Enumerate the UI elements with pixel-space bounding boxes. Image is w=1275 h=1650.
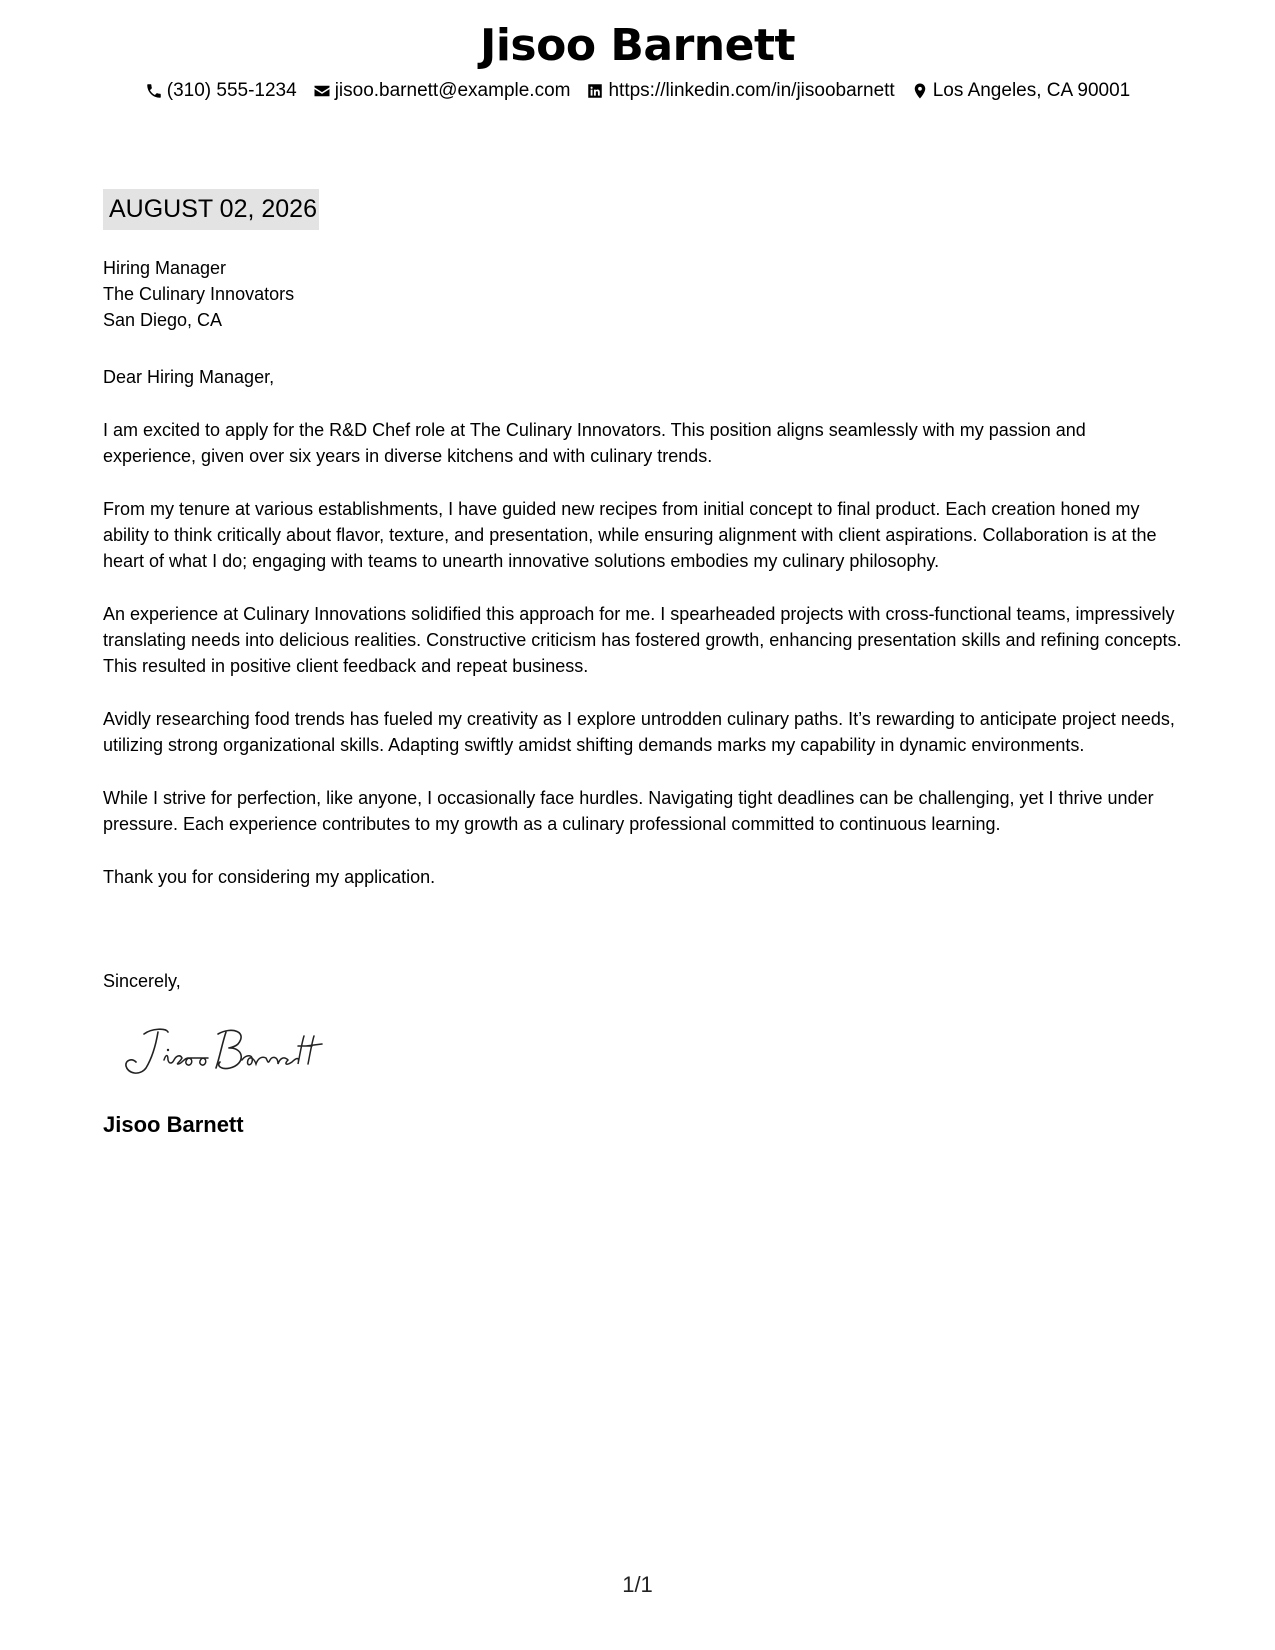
- page-number: 1/1: [622, 1572, 653, 1597]
- linkedin-link[interactable]: https://linkedin.com/in/jisoobarnett: [608, 80, 895, 101]
- paragraph: I am excited to apply for the R&D Chef role at The Culinary Innovators. This position aligns seamlessly with my passion and experience, given over six years in diverse kitchens and with culinary trends.: [103, 420, 1086, 466]
- map-marker-icon: [911, 82, 929, 100]
- email-link[interactable]: jisoo.barnett@example.com: [334, 80, 571, 101]
- applicant-name: Jisoo Barnett: [479, 20, 796, 71]
- paragraph: While I strive for perfection, like anyone, I occasionally face hurdles. Navigating tight deadlines can be challenging, yet I thrive under pressure. Each experience contributes to my growth as a culinary professional committed to continuous learning.: [103, 788, 1154, 834]
- phone-icon: [145, 82, 163, 100]
- signer-name: Jisoo Barnett: [103, 1112, 244, 1137]
- envelope-icon: [313, 82, 331, 100]
- closing: Sincerely,: [103, 971, 181, 991]
- letter-body: [103, 364, 1183, 917]
- contact-linkedin: [586, 80, 894, 102]
- paragraph: Avidly researching food trends has fueled my creativity as I explore untrodden culinary paths. It’s rewarding to anticipate project needs, utilizing strong organizational skills. Adapting swiftly amidst shifting demands marks my capability in dynamic environments.: [103, 709, 1175, 755]
- location-text: Los Angeles, CA 90001: [932, 80, 1131, 101]
- handwritten-signature: [122, 1020, 342, 1080]
- recipient-company: The Culinary Innovators: [103, 284, 295, 304]
- contact-bar: [0, 80, 1275, 102]
- salutation: Dear Hiring Manager,: [103, 367, 275, 387]
- paragraph: From my tenure at various establishments, I have guided new recipes from initial concept to final product. Each creation honed my ability to think critically about flavor, texture, and presentation, while ensuring alignment with client aspirations. Collaboration is at the heart of what I do; engaging with teams to unearth innovative solutions embodies my culinary philosophy.: [103, 499, 1157, 571]
- paragraph: Thank you for considering my application.: [103, 867, 436, 887]
- recipient-title: Hiring Manager: [103, 258, 227, 278]
- letter-date: AUGUST 02, 2026: [103, 189, 319, 230]
- contact-location: [911, 80, 1131, 102]
- linkedin-icon: [586, 82, 604, 100]
- contact-email: [313, 80, 571, 102]
- contact-phone: [145, 80, 297, 102]
- paragraph: An experience at Culinary Innovations solidified this approach for me. I spearheaded projects with cross-functional teams, impressively translating needs into delicious realities. Constructive criticism has fostered growth, enhancing presentation skills and refining concepts. This resulted in positive client feedback and repeat business.: [103, 604, 1182, 676]
- recipient-city: San Diego, CA: [103, 310, 223, 330]
- phone-text: (310) 555-1234: [166, 80, 297, 101]
- recipient-block: [103, 255, 294, 333]
